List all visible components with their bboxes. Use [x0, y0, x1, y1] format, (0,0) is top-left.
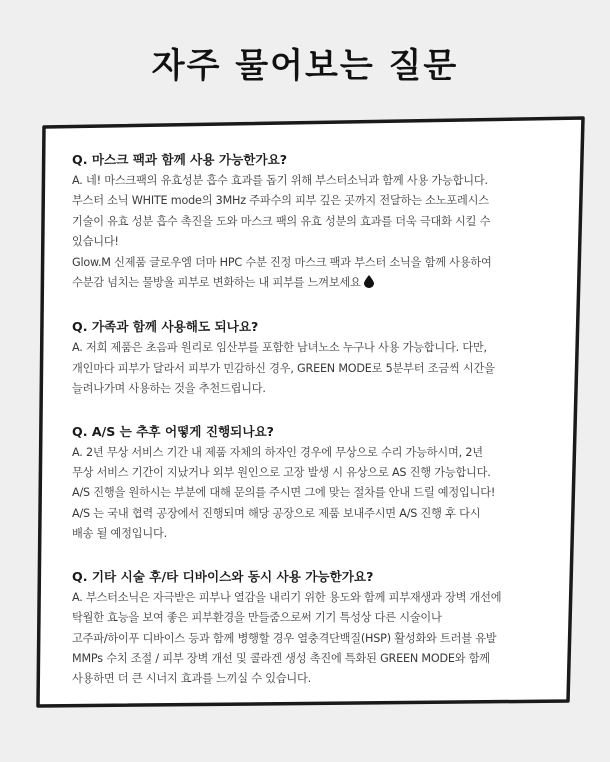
- faq-item: [72, 567, 550, 690]
- faq-answer: [72, 338, 550, 399]
- faq-question: Q. A/S 는 추후 어떻게 진행되나요?: [72, 423, 274, 439]
- faq-answer: [72, 443, 550, 545]
- answer-line: A. 2년 무상 서비스 기간 내 제품 자체의 하자인 경우에 무상으로 수리 가능하시며, 2년: [72, 445, 483, 459]
- answer-line-with-icon: [72, 273, 550, 295]
- faq-item: [72, 317, 550, 399]
- answer-line: A. 저희 제품은 초음파 원리로 임산부를 포함한 남녀노소 누구나 사용 가능합니다. 다만,: [72, 341, 487, 355]
- answer-line: A. 네! 마스크팩의 유효성분 흡수 효과를 돕기 위해 부스터소닉과 함께 사용 가능합니다.: [72, 174, 488, 187]
- answer-line: 개인마다 피부가 달라서 피부가 민감하신 경우, GREEN MODE로 5분부터 조금씩 시간을: [72, 361, 495, 375]
- answer-line: 배송 될 예정입니다.: [72, 527, 167, 541]
- answer-line: A/S 진행을 원하시는 부분에 대해 문의를 주시면 그에 맞는 절차를 안내 드릴 예정입니다!: [72, 486, 496, 500]
- answer-line: A. 부스터소닉은 자극받은 피부나 열감을 내리기 위한 용도와 함께 피부재생과 장벽 개선에: [72, 590, 502, 604]
- answer-line-text: 수분감 넘치는 물방울 피부로 변화하는 내 피부를 느껴보세요: [72, 276, 361, 290]
- faq-item: [72, 422, 550, 545]
- answer-line: 있습니다!: [72, 235, 119, 249]
- answer-line: 탁월한 효능을 보여 좋은 피부환경을 만들줌으로써 기기 특성상 다른 시술이나: [72, 611, 442, 625]
- answer-line: MMPs 수치 조절 / 피부 장벽 개선 및 콜라겐 생성 촉진에 특화된 GREEN MODE와 함께: [72, 651, 490, 665]
- faq-question: Q. 마스크 팩과 함께 사용 가능한가요?: [72, 152, 288, 167]
- faq-answer: [72, 171, 550, 295]
- answer-line: 무상 서비스 기간이 지났거나 외부 원인으로 고장 발생 시 유상으로 AS 진행 가능합니다.: [72, 466, 491, 480]
- answer-line: 고주파/하이푸 디바이스 등과 함께 병행할 경우 열충격단백질(HSP) 활성화와 트러블 유발: [72, 631, 497, 645]
- answer-line: 기술이 유효 성분 흡수 촉진을 도와 마스크 팩의 유효 성분의 효과를 더욱 극대화 시킬 수: [72, 214, 491, 228]
- faq-question: Q. 가족과 함께 사용해도 되나요?: [72, 319, 259, 335]
- answer-line: 사용하면 더 큰 시너지 효과를 느끼실 수 있습니다.: [72, 672, 311, 686]
- faq-answer: [72, 588, 550, 690]
- answer-line: 늘려나가며 사용하는 것을 추천드립니다.: [72, 382, 266, 396]
- page-title: 자주 물어보는 질문: [151, 46, 459, 86]
- answer-line: 부스터 소닉 WHITE mode의 3MHz 주파수의 피부 깊은 곳까지 전달하는 소노포레시스: [72, 194, 489, 208]
- answer-line: Glow.M 신제품 글로우엠 더마 HPC 수분 진정 마스크 팩과 부스터 소닉을 함께 사용하여: [72, 255, 492, 269]
- faq-question: Q. 기타 시술 후/타 디바이스와 동시 사용 가능한가요?: [72, 568, 374, 584]
- water-drop-icon: [364, 275, 374, 295]
- faq-list: [72, 150, 550, 712]
- faq-item: [72, 150, 550, 295]
- answer-line: A/S 는 국내 협력 공장에서 진행되며 해당 공장으로 제품 보내주시면 A/S 진행 후 다시: [72, 506, 481, 520]
